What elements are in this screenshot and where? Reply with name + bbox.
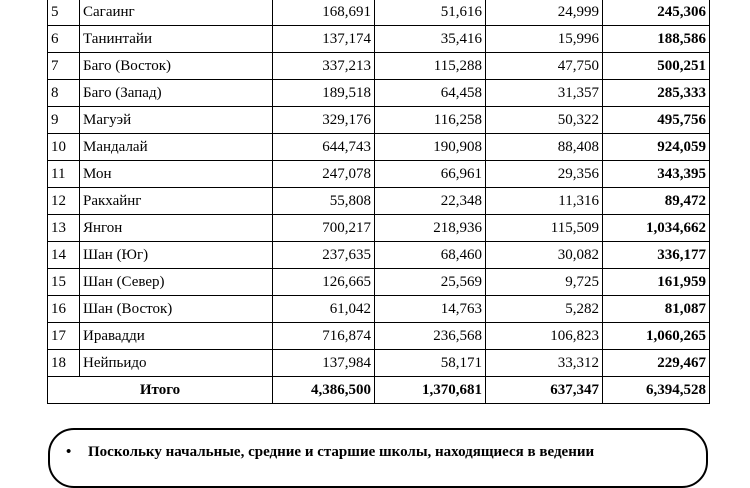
value-cell: 22,348 — [375, 188, 486, 215]
table-row — [48, 0, 710, 26]
row-index-cell: 17 — [48, 323, 80, 350]
region-name-cell: Шан (Юг) — [80, 242, 273, 269]
row-total-cell: 161,959 — [603, 269, 710, 296]
row-total-cell: 1,034,662 — [603, 215, 710, 242]
column-total-cell: 1,370,681 — [375, 377, 486, 404]
value-cell: 106,823 — [486, 323, 603, 350]
value-cell: 126,665 — [273, 269, 375, 296]
value-cell: 115,509 — [486, 215, 603, 242]
value-cell: 55,808 — [273, 188, 375, 215]
row-total-cell: 285,333 — [603, 80, 710, 107]
table-row — [48, 161, 710, 188]
table-row — [48, 323, 710, 350]
table-row — [48, 269, 710, 296]
value-cell: 137,174 — [273, 26, 375, 53]
value-cell: 189,518 — [273, 80, 375, 107]
region-name-cell: Танинтайи — [80, 26, 273, 53]
value-cell: 700,217 — [273, 215, 375, 242]
region-name-cell: Иравадди — [80, 323, 273, 350]
row-total-cell: 336,177 — [603, 242, 710, 269]
value-cell: 58,171 — [375, 350, 486, 377]
row-total-cell: 924,059 — [603, 134, 710, 161]
value-cell: 168,691 — [273, 0, 375, 26]
grand-total-cell: 6,394,528 — [603, 377, 710, 404]
region-name-cell: Нейпьидо — [80, 350, 273, 377]
value-cell: 51,616 — [375, 0, 486, 26]
column-total-cell: 637,347 — [486, 377, 603, 404]
value-cell: 47,750 — [486, 53, 603, 80]
total-label: Итого — [48, 377, 273, 404]
bullet-icon: • — [66, 444, 72, 460]
table-row — [48, 350, 710, 377]
value-cell: 50,322 — [486, 107, 603, 134]
value-cell: 61,042 — [273, 296, 375, 323]
value-cell: 24,999 — [486, 0, 603, 26]
region-name-cell: Баго (Восток) — [80, 53, 273, 80]
row-index-cell: 15 — [48, 269, 80, 296]
row-index-cell: 6 — [48, 26, 80, 53]
value-cell: 25,569 — [375, 269, 486, 296]
region-name-cell: Баго (Запад) — [80, 80, 273, 107]
value-cell: 11,316 — [486, 188, 603, 215]
note-box — [48, 428, 708, 488]
row-total-cell: 495,756 — [603, 107, 710, 134]
value-cell: 236,568 — [375, 323, 486, 350]
value-cell: 31,357 — [486, 80, 603, 107]
row-total-cell: 188,586 — [603, 26, 710, 53]
row-index-cell: 7 — [48, 53, 80, 80]
value-cell: 137,984 — [273, 350, 375, 377]
value-cell: 66,961 — [375, 161, 486, 188]
row-index-cell: 11 — [48, 161, 80, 188]
value-cell: 35,416 — [375, 26, 486, 53]
row-total-cell: 89,472 — [603, 188, 710, 215]
row-index-cell: 18 — [48, 350, 80, 377]
value-cell: 644,743 — [273, 134, 375, 161]
value-cell: 64,458 — [375, 80, 486, 107]
row-index-cell: 5 — [48, 0, 80, 26]
table-row — [48, 188, 710, 215]
table-row — [48, 107, 710, 134]
region-name-cell: Мандалай — [80, 134, 273, 161]
column-total-cell: 4,386,500 — [273, 377, 375, 404]
value-cell: 337,213 — [273, 53, 375, 80]
value-cell: 115,288 — [375, 53, 486, 80]
region-name-cell: Магуэй — [80, 107, 273, 134]
value-cell: 14,763 — [375, 296, 486, 323]
note-line — [66, 444, 594, 461]
region-name-cell: Шан (Север) — [80, 269, 273, 296]
value-cell: 247,078 — [273, 161, 375, 188]
row-total-cell: 245,306 — [603, 0, 710, 26]
region-name-cell: Шан (Восток) — [80, 296, 273, 323]
total-row — [48, 377, 710, 404]
value-cell: 190,908 — [375, 134, 486, 161]
row-total-cell: 343,395 — [603, 161, 710, 188]
value-cell: 237,635 — [273, 242, 375, 269]
note-text: Поскольку начальные, средние и старшие школы, находящиеся в ведении — [88, 444, 595, 460]
row-index-cell: 14 — [48, 242, 80, 269]
table-row — [48, 242, 710, 269]
row-index-cell: 16 — [48, 296, 80, 323]
value-cell: 33,312 — [486, 350, 603, 377]
value-cell: 30,082 — [486, 242, 603, 269]
table-row — [48, 296, 710, 323]
table-row — [48, 53, 710, 80]
school-enrollment-table — [47, 0, 710, 404]
table-row — [48, 134, 710, 161]
region-name-cell: Мон — [80, 161, 273, 188]
row-index-cell: 12 — [48, 188, 80, 215]
value-cell: 88,408 — [486, 134, 603, 161]
table-row — [48, 215, 710, 242]
row-index-cell: 13 — [48, 215, 80, 242]
table-row — [48, 26, 710, 53]
row-total-cell: 500,251 — [603, 53, 710, 80]
value-cell: 5,282 — [486, 296, 603, 323]
value-cell: 218,936 — [375, 215, 486, 242]
row-total-cell: 229,467 — [603, 350, 710, 377]
row-total-cell: 1,060,265 — [603, 323, 710, 350]
value-cell: 29,356 — [486, 161, 603, 188]
value-cell: 116,258 — [375, 107, 486, 134]
region-name-cell: Янгон — [80, 215, 273, 242]
row-index-cell: 9 — [48, 107, 80, 134]
value-cell: 329,176 — [273, 107, 375, 134]
region-name-cell: Сагаинг — [80, 0, 273, 26]
row-index-cell: 10 — [48, 134, 80, 161]
table-row — [48, 80, 710, 107]
region-name-cell: Ракхайнг — [80, 188, 273, 215]
value-cell: 68,460 — [375, 242, 486, 269]
value-cell: 9,725 — [486, 269, 603, 296]
table-body — [48, 0, 710, 404]
row-total-cell: 81,087 — [603, 296, 710, 323]
value-cell: 716,874 — [273, 323, 375, 350]
row-index-cell: 8 — [48, 80, 80, 107]
value-cell: 15,996 — [486, 26, 603, 53]
